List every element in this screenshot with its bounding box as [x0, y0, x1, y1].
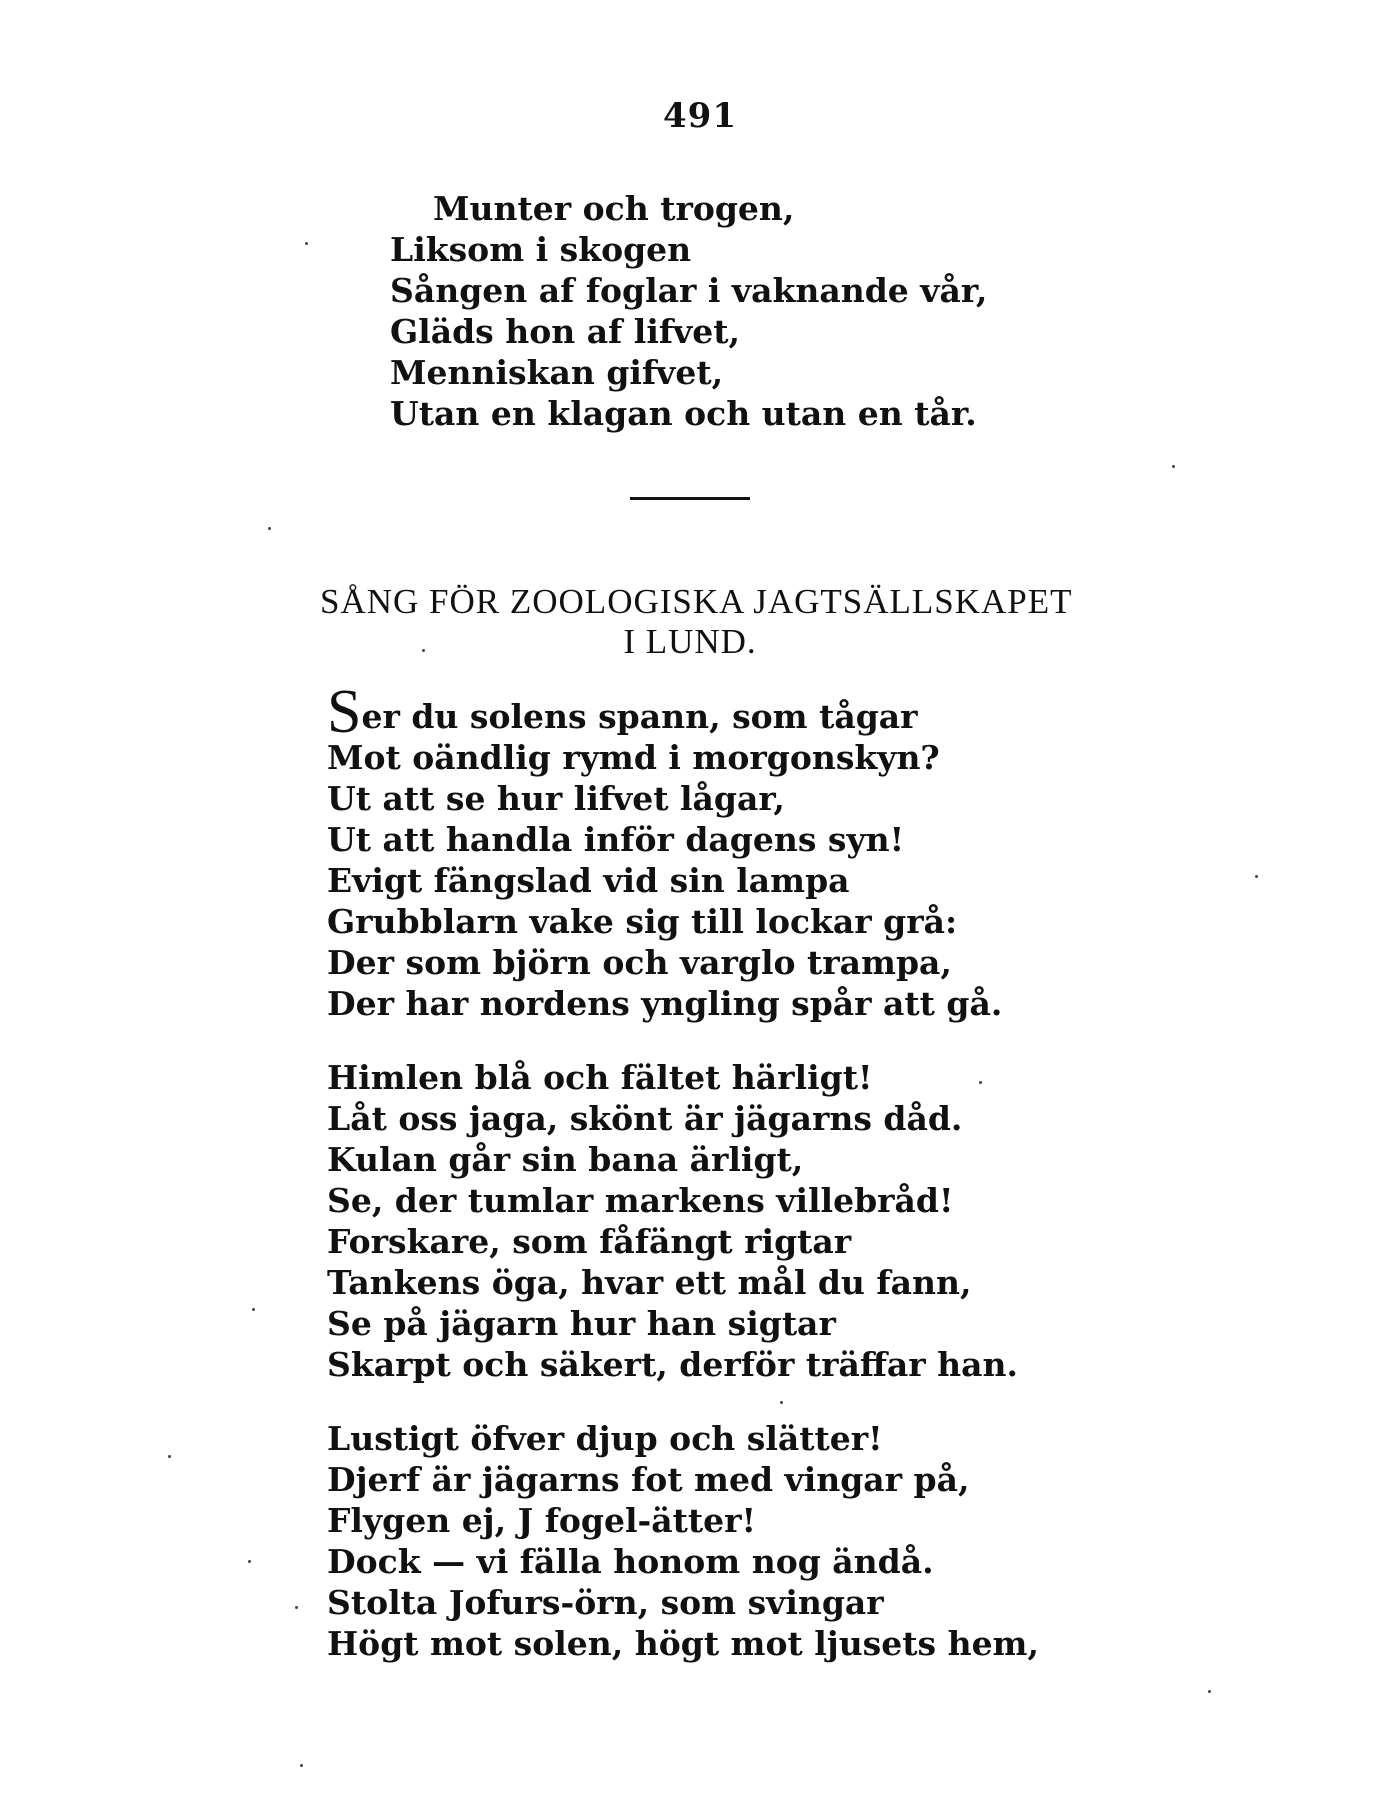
scan-speck: [295, 1606, 298, 1609]
verse-line: Forskare, som fåfängt rigtar: [327, 1222, 852, 1261]
verse-line: Låt oss jaga, skönt är jägarns dåd.: [327, 1099, 963, 1138]
verse-line: Tankens öga, hvar ett mål du fann,: [327, 1263, 972, 1302]
scan-speck: [305, 242, 308, 245]
scan-speck: [168, 1455, 171, 1458]
scan-speck: [300, 1764, 303, 1767]
verse-line: Mot oändlig rymd i morgonskyn?: [327, 738, 940, 777]
scan-speck: [1255, 875, 1258, 878]
verse-line: Sången af foglar i vaknande vår,: [390, 271, 988, 310]
verse-line: Flygen ej, J fogel-ätter!: [327, 1501, 756, 1540]
verse-line: Der som björn och varglo trampa,: [327, 943, 952, 982]
verse-line: Lustigt öfver djup och slätter!: [327, 1419, 883, 1458]
verse-line: Menniskan gifvet,: [390, 353, 724, 392]
verse-line: Munter och trogen,: [433, 189, 795, 228]
verse-line: Ut att handla inför dagens syn!: [327, 820, 905, 859]
verse-line: Kulan går sin bana ärligt,: [327, 1140, 804, 1179]
page-number: 491: [663, 96, 737, 136]
verse-line: Evigt fängslad vid sin lampa: [327, 861, 850, 900]
scan-speck: [1208, 1690, 1211, 1693]
verse-line: Grubblarn vake sig till lockar grå:: [327, 902, 958, 941]
verse-line: Skarpt och säkert, derför träffar han.: [327, 1345, 1019, 1384]
scan-speck: [1172, 465, 1175, 468]
verse-line: Gläds hon af lifvet,: [390, 312, 740, 351]
verse-line: Se på jägarn hur han sigtar: [327, 1304, 836, 1343]
poem-stanza-2: [327, 1057, 1018, 1385]
verse-line: Dock — vi fälla honom nog ändå.: [327, 1542, 934, 1581]
verse-line-text: er du solens spann, som tågar: [361, 697, 918, 736]
verse-line: Se, der tumlar markens villebråd!: [327, 1181, 954, 1220]
scan-speck: [268, 527, 271, 530]
verse-line: Der har nordens yngling spår att gå.: [327, 984, 1003, 1023]
verse-line: Stolta Jofurs-örn, som svingar: [327, 1583, 884, 1622]
verse-line: Ut att se hur lifvet lågar,: [327, 779, 785, 818]
scan-speck: [252, 1308, 255, 1311]
scan-speck: [248, 1560, 251, 1563]
verse-line: Himlen blå och fältet härligt!: [327, 1058, 873, 1097]
verse-line: Utan en klagan och utan en tår.: [390, 394, 977, 433]
section-divider: [630, 497, 750, 500]
opening-stanza: [390, 188, 987, 434]
poem-stanza-1: [327, 678, 1003, 1024]
scan-speck: [422, 649, 425, 652]
scan-speck: [780, 1401, 783, 1404]
poem-title-line-2: I LUND.: [623, 622, 757, 661]
poem-title: SÅNG FÖR ZOOLOGISKA JAGTSÄLLSKAPET: [320, 582, 1073, 621]
verse-line: Djerf är jägarns fot med vingar på,: [327, 1460, 970, 1499]
scan-speck: [979, 1081, 982, 1084]
poem-stanza-3: [327, 1418, 1039, 1664]
verse-line: [327, 678, 1002, 746]
verse-line: Liksom i skogen: [390, 230, 692, 269]
verse-line: Högt mot solen, högt mot ljusets hem,: [327, 1624, 1039, 1663]
drop-cap: S: [327, 678, 362, 746]
